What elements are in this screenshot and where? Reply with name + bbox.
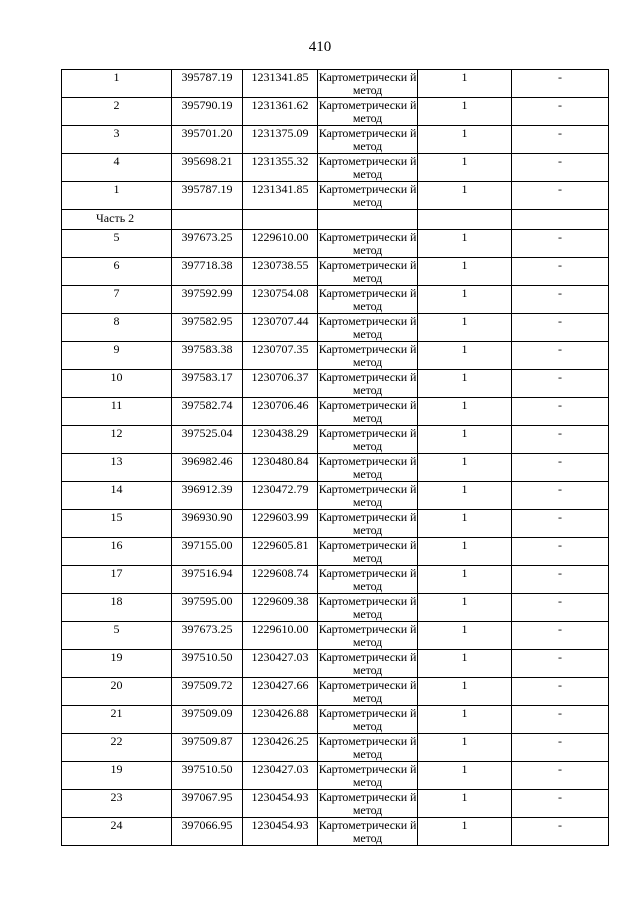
method-cell: Картометрически й метод [318,622,417,649]
empty-cell [318,210,418,230]
y-coordinate-cell: 1230426.25 [243,734,318,762]
point-number-cell: 18 [62,594,172,622]
accuracy-cell: 1 [418,790,512,818]
table-row [62,454,609,482]
point-number-cell: 13 [62,454,172,482]
point-number-cell: 6 [62,258,172,286]
point-number-cell: 14 [62,482,172,510]
point-number-cell: 4 [62,154,172,182]
method-cell: Картометрически й метод [318,126,417,153]
table-row [62,126,609,154]
x-coordinate-cell: 397510.50 [172,650,243,678]
method-cell: Картометрически й метод [318,98,417,125]
point-number-cell: 8 [62,314,172,342]
accuracy-cell: 1 [418,182,512,210]
method-cell: Картометрически й метод [318,454,417,481]
point-number-cell: 1 [62,70,172,98]
x-coordinate-cell: 397583.38 [172,342,243,370]
y-coordinate-cell: 1230707.44 [243,314,318,342]
accuracy-cell: 1 [418,70,512,98]
method-cell: Картометрически й метод [318,678,417,705]
note-cell: - [512,790,609,818]
method-cell: Картометрически й метод [318,230,417,257]
x-coordinate-cell: 397155.00 [172,538,243,566]
y-coordinate-cell: 1230427.66 [243,678,318,706]
point-number-cell: 17 [62,566,172,594]
note-cell: - [512,398,609,426]
y-coordinate-cell: 1230438.29 [243,426,318,454]
method-cell: Картометрически й метод [318,426,417,453]
y-coordinate-cell: 1230454.93 [243,790,318,818]
x-coordinate-cell: 397582.95 [172,314,243,342]
note-cell: - [512,182,609,210]
x-coordinate-cell: 397510.50 [172,762,243,790]
method-cell: Картометрически й метод [318,286,417,313]
accuracy-cell: 1 [418,482,512,510]
y-coordinate-cell: 1231361.62 [243,98,318,126]
accuracy-cell: 1 [418,650,512,678]
accuracy-cell: 1 [418,734,512,762]
coordinates-table [61,69,609,846]
note-cell: - [512,510,609,538]
y-coordinate-cell: 1230754.08 [243,286,318,314]
accuracy-cell: 1 [418,126,512,154]
table-row [62,566,609,594]
y-coordinate-cell: 1229609.38 [243,594,318,622]
accuracy-cell: 1 [418,398,512,426]
x-coordinate-cell: 395787.19 [172,70,243,98]
note-cell: - [512,286,609,314]
empty-cell [418,210,512,230]
point-number-cell: 5 [62,230,172,258]
accuracy-cell: 1 [418,622,512,650]
page-number: 410 [308,39,332,55]
method-cell: Картометрически й метод [318,650,417,677]
note-cell: - [512,706,609,734]
x-coordinate-cell: 397582.74 [172,398,243,426]
note-cell: - [512,154,609,182]
point-number-cell: 24 [62,818,172,846]
x-coordinate-cell: 397525.04 [172,426,243,454]
table-row [62,182,609,210]
accuracy-cell: 1 [418,342,512,370]
table-row [62,258,609,286]
table-row [62,426,609,454]
accuracy-cell: 1 [418,370,512,398]
table-row [62,510,609,538]
point-number-cell: 5 [62,622,172,650]
empty-cell [172,210,243,230]
point-number-cell: 9 [62,342,172,370]
point-number-cell: 23 [62,790,172,818]
accuracy-cell: 1 [418,286,512,314]
accuracy-cell: 1 [418,818,512,846]
note-cell: - [512,98,609,126]
point-number-cell: 19 [62,762,172,790]
accuracy-cell: 1 [418,258,512,286]
note-cell: - [512,370,609,398]
method-cell: Картометрически й метод [318,482,417,509]
table-row [62,650,609,678]
note-cell: - [512,650,609,678]
point-number-cell: 19 [62,650,172,678]
point-number-cell: 12 [62,426,172,454]
note-cell: - [512,126,609,154]
point-number-cell: 3 [62,126,172,154]
point-number-cell: 1 [62,182,172,210]
note-cell: - [512,454,609,482]
x-coordinate-cell: 396912.39 [172,482,243,510]
table-row [62,482,609,510]
x-coordinate-cell: 395701.20 [172,126,243,154]
accuracy-cell: 1 [418,154,512,182]
point-number-cell: 10 [62,370,172,398]
point-number-cell: 16 [62,538,172,566]
y-coordinate-cell: 1230454.93 [243,818,318,846]
table-row [62,230,609,258]
accuracy-cell: 1 [418,426,512,454]
point-number-cell: 20 [62,678,172,706]
accuracy-cell: 1 [418,314,512,342]
method-cell: Картометрически й метод [318,314,417,341]
y-coordinate-cell: 1230706.46 [243,398,318,426]
y-coordinate-cell: 1229603.99 [243,510,318,538]
table-row [62,818,609,846]
method-cell: Картометрически й метод [318,594,417,621]
point-number-cell: 21 [62,706,172,734]
x-coordinate-cell: 397516.94 [172,566,243,594]
y-coordinate-cell: 1229610.00 [243,622,318,650]
y-coordinate-cell: 1231375.09 [243,126,318,154]
point-number-cell: 7 [62,286,172,314]
table-row [62,706,609,734]
method-cell: Картометрически й метод [318,342,417,369]
accuracy-cell: 1 [418,566,512,594]
y-coordinate-cell: 1231341.85 [243,70,318,98]
table-row [62,154,609,182]
y-coordinate-cell: 1231341.85 [243,182,318,210]
section-row [62,210,609,230]
y-coordinate-cell: 1230427.03 [243,762,318,790]
point-number-cell: 2 [62,98,172,126]
accuracy-cell: 1 [418,594,512,622]
method-cell: Картометрически й метод [318,510,417,537]
point-number-cell: 11 [62,398,172,426]
x-coordinate-cell: 397067.95 [172,790,243,818]
y-coordinate-cell: 1230706.37 [243,370,318,398]
method-cell: Картометрически й метод [318,258,417,285]
table-row [62,286,609,314]
section-label: Часть 2 [62,210,172,230]
method-cell: Картометрически й метод [318,706,417,733]
method-cell: Картометрически й метод [318,790,417,817]
method-cell: Картометрически й метод [318,154,417,181]
y-coordinate-cell: 1229608.74 [243,566,318,594]
table-row [62,370,609,398]
accuracy-cell: 1 [418,678,512,706]
method-cell: Картометрически й метод [318,566,417,593]
note-cell: - [512,762,609,790]
table-row [62,342,609,370]
note-cell: - [512,594,609,622]
note-cell: - [512,230,609,258]
method-cell: Картометрически й метод [318,762,417,789]
accuracy-cell: 1 [418,454,512,482]
note-cell: - [512,314,609,342]
note-cell: - [512,566,609,594]
x-coordinate-cell: 396982.46 [172,454,243,482]
y-coordinate-cell: 1230707.35 [243,342,318,370]
x-coordinate-cell: 397509.72 [172,678,243,706]
x-coordinate-cell: 397673.25 [172,622,243,650]
method-cell: Картометрически й метод [318,398,417,425]
note-cell: - [512,258,609,286]
accuracy-cell: 1 [418,538,512,566]
method-cell: Картометрически й метод [318,370,417,397]
table-row [62,70,609,98]
table-row [62,734,609,762]
table-row [62,594,609,622]
x-coordinate-cell: 397595.00 [172,594,243,622]
empty-cell [512,210,609,230]
x-coordinate-cell: 397718.38 [172,258,243,286]
method-cell: Картометрически й метод [318,538,417,565]
empty-cell [243,210,318,230]
x-coordinate-cell: 395790.19 [172,98,243,126]
y-coordinate-cell: 1230472.79 [243,482,318,510]
accuracy-cell: 1 [418,762,512,790]
method-cell: Картометрически й метод [318,182,417,209]
accuracy-cell: 1 [418,510,512,538]
x-coordinate-cell: 397509.87 [172,734,243,762]
note-cell: - [512,538,609,566]
table-row [62,538,609,566]
x-coordinate-cell: 397583.17 [172,370,243,398]
y-coordinate-cell: 1229605.81 [243,538,318,566]
x-coordinate-cell: 397592.99 [172,286,243,314]
y-coordinate-cell: 1231355.32 [243,154,318,182]
method-cell: Картометрически й метод [318,818,417,845]
y-coordinate-cell: 1229610.00 [243,230,318,258]
note-cell: - [512,70,609,98]
method-cell: Картометрически й метод [318,70,417,97]
table-row [62,398,609,426]
table-row [62,622,609,650]
method-cell: Картометрически й метод [318,734,417,761]
note-cell: - [512,342,609,370]
table-row [62,790,609,818]
accuracy-cell: 1 [418,98,512,126]
table-body [62,70,609,846]
table-row [62,762,609,790]
note-cell: - [512,622,609,650]
point-number-cell: 15 [62,510,172,538]
y-coordinate-cell: 1230480.84 [243,454,318,482]
y-coordinate-cell: 1230738.55 [243,258,318,286]
point-number-cell: 22 [62,734,172,762]
note-cell: - [512,818,609,846]
note-cell: - [512,678,609,706]
table-row [62,98,609,126]
accuracy-cell: 1 [418,230,512,258]
table-row [62,678,609,706]
note-cell: - [512,426,609,454]
x-coordinate-cell: 397673.25 [172,230,243,258]
table-row [62,314,609,342]
y-coordinate-cell: 1230427.03 [243,650,318,678]
x-coordinate-cell: 397509.09 [172,706,243,734]
x-coordinate-cell: 395787.19 [172,182,243,210]
x-coordinate-cell: 397066.95 [172,818,243,846]
x-coordinate-cell: 395698.21 [172,154,243,182]
note-cell: - [512,734,609,762]
x-coordinate-cell: 396930.90 [172,510,243,538]
y-coordinate-cell: 1230426.88 [243,706,318,734]
note-cell: - [512,482,609,510]
accuracy-cell: 1 [418,706,512,734]
